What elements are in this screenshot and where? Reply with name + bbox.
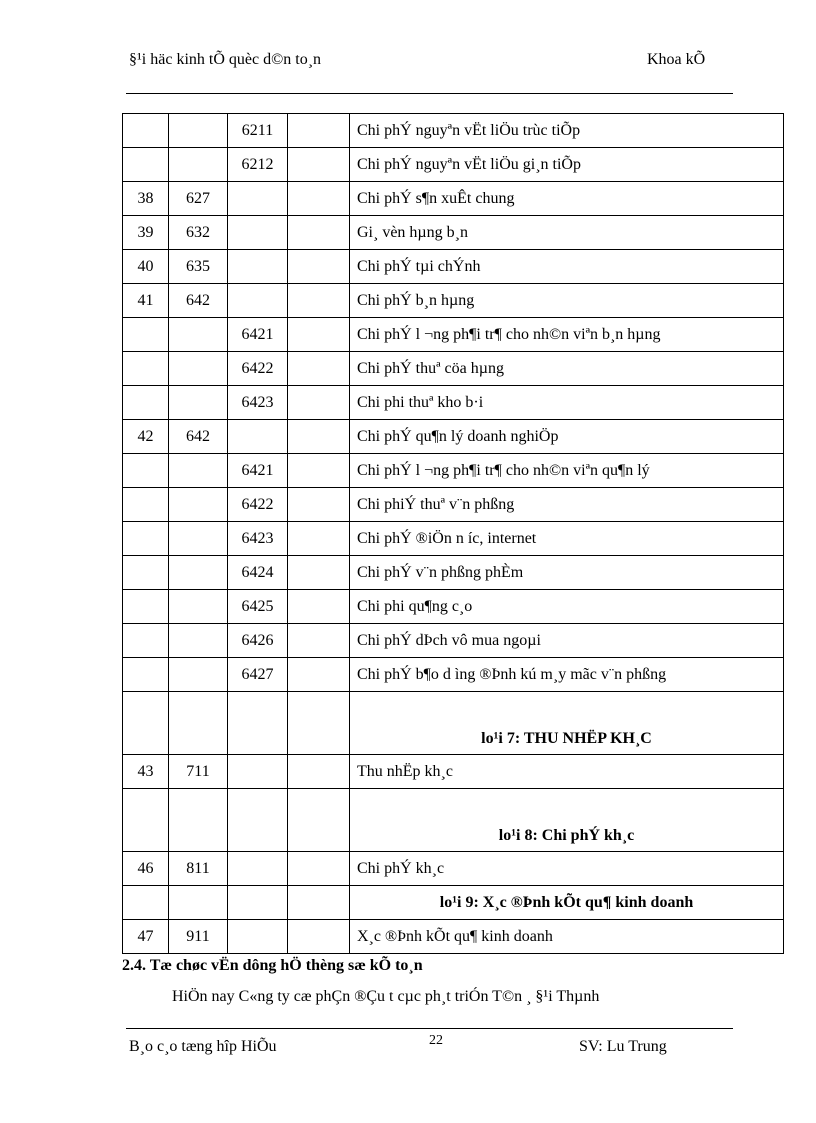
account-level2-cell bbox=[228, 920, 288, 954]
account-level2-cell: 6424 bbox=[228, 556, 288, 590]
row-number-cell: 38 bbox=[123, 182, 169, 216]
account-level2-cell: 6211 bbox=[228, 114, 288, 148]
account-level1-cell bbox=[169, 386, 228, 420]
account-level1-cell bbox=[169, 658, 228, 692]
account-level1-cell bbox=[169, 624, 228, 658]
row-number-cell bbox=[123, 488, 169, 522]
account-level1-cell bbox=[169, 352, 228, 386]
row-number-cell bbox=[123, 590, 169, 624]
account-name-cell: Chi phÝ qu¶n lý doanh nghiÖp bbox=[350, 420, 784, 454]
header-left-title: §¹i häc kinh tÕ quèc d©n to¸n bbox=[129, 51, 322, 68]
account-level2-cell bbox=[228, 755, 288, 789]
blank-cell bbox=[288, 114, 350, 148]
account-name-cell: Chi phÝ v¨n phßng phÈm bbox=[350, 556, 784, 590]
account-name-cell: Chi phi thuª kho b·i bbox=[350, 386, 784, 420]
row-number-cell bbox=[123, 352, 169, 386]
account-name-cell: Chi phÝ nguyªn vËt liÖu gi¸n tiÕp bbox=[350, 148, 784, 182]
account-level2-cell bbox=[228, 692, 288, 755]
account-level1-cell bbox=[169, 590, 228, 624]
account-level2-cell: 6425 bbox=[228, 590, 288, 624]
blank-cell bbox=[288, 852, 350, 886]
row-number-cell: 47 bbox=[123, 920, 169, 954]
account-level1-cell: 627 bbox=[169, 182, 228, 216]
table-row bbox=[123, 114, 784, 148]
account-level1-cell bbox=[169, 522, 228, 556]
footer-right: SV: Lu Trung bbox=[579, 1038, 667, 1055]
row-number-cell: 40 bbox=[123, 250, 169, 284]
row-number-cell bbox=[123, 692, 169, 755]
table-row bbox=[123, 488, 784, 522]
table-row bbox=[123, 920, 784, 954]
account-level1-cell bbox=[169, 789, 228, 852]
account-level2-cell bbox=[228, 852, 288, 886]
account-level1-cell: 711 bbox=[169, 755, 228, 789]
account-name-cell: Gi¸ vèn hµng b¸n bbox=[350, 216, 784, 250]
accounts-table bbox=[122, 113, 784, 954]
table-row bbox=[123, 522, 784, 556]
row-number-cell bbox=[123, 454, 169, 488]
page-number: 22 bbox=[429, 1033, 443, 1048]
blank-cell bbox=[288, 182, 350, 216]
table-row bbox=[123, 852, 784, 886]
account-level2-cell: 6426 bbox=[228, 624, 288, 658]
account-level2-cell bbox=[228, 216, 288, 250]
account-name-cell: Thu nhËp kh¸c bbox=[350, 755, 784, 789]
row-number-cell: 42 bbox=[123, 420, 169, 454]
blank-cell bbox=[288, 920, 350, 954]
account-level1-cell bbox=[169, 148, 228, 182]
table-row bbox=[123, 692, 784, 755]
row-number-cell bbox=[123, 114, 169, 148]
row-number-cell bbox=[123, 148, 169, 182]
account-level1-cell bbox=[169, 886, 228, 920]
blank-cell bbox=[288, 590, 350, 624]
table-row bbox=[123, 216, 784, 250]
account-level1-cell: 642 bbox=[169, 420, 228, 454]
table-row bbox=[123, 886, 784, 920]
account-level2-cell: 6427 bbox=[228, 658, 288, 692]
blank-cell bbox=[288, 284, 350, 318]
account-level2-cell bbox=[228, 886, 288, 920]
row-number-cell bbox=[123, 386, 169, 420]
blank-cell bbox=[288, 624, 350, 658]
footer-left: B¸o c¸o tæng hîp HiÕu bbox=[129, 1038, 277, 1055]
account-name-cell: Chi phÝ l ¬ng ph¶i tr¶ cho nh©n viªn qu¶n lý bbox=[350, 454, 784, 488]
row-number-cell bbox=[123, 886, 169, 920]
account-level2-cell bbox=[228, 789, 288, 852]
account-level2-cell: 6422 bbox=[228, 352, 288, 386]
account-level1-cell bbox=[169, 114, 228, 148]
blank-cell bbox=[288, 318, 350, 352]
account-name-cell: lo¹i 9: X¸c ®Þnh kÕt qu¶ kinh doanh bbox=[350, 886, 784, 920]
blank-cell bbox=[288, 420, 350, 454]
blank-cell bbox=[288, 522, 350, 556]
account-name-cell: Chi phÝ l ¬ng ph¶i tr¶ cho nh©n viªn b¸n hµng bbox=[350, 318, 784, 352]
blank-cell bbox=[288, 658, 350, 692]
blank-cell bbox=[288, 556, 350, 590]
blank-cell bbox=[288, 454, 350, 488]
account-level2-cell bbox=[228, 250, 288, 284]
table-row bbox=[123, 250, 784, 284]
table-row bbox=[123, 420, 784, 454]
account-name-cell: X¸c ®Þnh kÕt qu¶ kinh doanh bbox=[350, 920, 784, 954]
table-row bbox=[123, 624, 784, 658]
account-level1-cell: 632 bbox=[169, 216, 228, 250]
table-row bbox=[123, 318, 784, 352]
section-paragraph: HiÖn nay C«ng ty cæ phÇn ®Çu t cµc ph¸t triÓn T©n ¸ §¹i Thµnh bbox=[172, 988, 600, 1005]
table-row bbox=[123, 755, 784, 789]
table-row bbox=[123, 590, 784, 624]
account-name-cell: Chi phÝ s¶n xuÊt chung bbox=[350, 182, 784, 216]
account-level2-cell: 6423 bbox=[228, 522, 288, 556]
row-number-cell bbox=[123, 658, 169, 692]
account-level1-cell: 642 bbox=[169, 284, 228, 318]
header-rule bbox=[126, 93, 733, 94]
blank-cell bbox=[288, 386, 350, 420]
account-name-cell: Chi phÝ tµi chÝnh bbox=[350, 250, 784, 284]
account-name-cell: Chi phÝ kh¸c bbox=[350, 852, 784, 886]
table-row bbox=[123, 352, 784, 386]
row-number-cell bbox=[123, 624, 169, 658]
account-name-cell: Chi phÝ dÞch vô mua ngoµi bbox=[350, 624, 784, 658]
row-number-cell bbox=[123, 556, 169, 590]
row-number-cell: 41 bbox=[123, 284, 169, 318]
account-level1-cell bbox=[169, 454, 228, 488]
blank-cell bbox=[288, 250, 350, 284]
account-name-cell: Chi phi qu¶ng c¸o bbox=[350, 590, 784, 624]
blank-cell bbox=[288, 148, 350, 182]
blank-cell bbox=[288, 216, 350, 250]
blank-cell bbox=[288, 488, 350, 522]
account-level2-cell: 6422 bbox=[228, 488, 288, 522]
account-level1-cell bbox=[169, 488, 228, 522]
table-row bbox=[123, 454, 784, 488]
account-name-cell: Chi phÝ ®iÖn n íc, internet bbox=[350, 522, 784, 556]
table-row bbox=[123, 182, 784, 216]
section-title: 2.4. Tæ chøc vËn dông hÖ thèng sæ kÕ to¸n bbox=[122, 957, 423, 974]
row-number-cell: 43 bbox=[123, 755, 169, 789]
blank-cell bbox=[288, 886, 350, 920]
row-number-cell bbox=[123, 789, 169, 852]
row-number-cell bbox=[123, 318, 169, 352]
account-level1-cell: 635 bbox=[169, 250, 228, 284]
account-name-cell: Chi phÝ b¶o d ìng ®Þnh kú m¸y mãc v¨n phßng bbox=[350, 658, 784, 692]
table-row bbox=[123, 556, 784, 590]
account-level2-cell bbox=[228, 182, 288, 216]
row-number-cell: 39 bbox=[123, 216, 169, 250]
table-row bbox=[123, 148, 784, 182]
table-row bbox=[123, 789, 784, 852]
blank-cell bbox=[288, 352, 350, 386]
account-level2-cell: 6421 bbox=[228, 318, 288, 352]
account-name-cell: lo¹i 8: Chi phÝ kh¸c bbox=[350, 789, 784, 852]
table-row bbox=[123, 386, 784, 420]
account-level1-cell bbox=[169, 556, 228, 590]
blank-cell bbox=[288, 692, 350, 755]
footer-rule bbox=[126, 1028, 733, 1029]
account-name-cell: Chi phÝ b¸n hµng bbox=[350, 284, 784, 318]
account-level1-cell: 911 bbox=[169, 920, 228, 954]
account-level2-cell: 6421 bbox=[228, 454, 288, 488]
table-row bbox=[123, 284, 784, 318]
table-row bbox=[123, 658, 784, 692]
account-level1-cell bbox=[169, 692, 228, 755]
account-level1-cell: 811 bbox=[169, 852, 228, 886]
account-level2-cell: 6423 bbox=[228, 386, 288, 420]
account-name-cell: Chi phiÝ thuª v¨n phßng bbox=[350, 488, 784, 522]
account-level2-cell: 6212 bbox=[228, 148, 288, 182]
account-level1-cell bbox=[169, 318, 228, 352]
account-level2-cell bbox=[228, 420, 288, 454]
account-level2-cell bbox=[228, 284, 288, 318]
row-number-cell bbox=[123, 522, 169, 556]
header-right-title: Khoa kÕ bbox=[647, 51, 706, 68]
account-name-cell: lo¹i 7: THU NHËP KH¸C bbox=[350, 692, 784, 755]
account-name-cell: Chi phÝ thuª cöa hµng bbox=[350, 352, 784, 386]
blank-cell bbox=[288, 789, 350, 852]
blank-cell bbox=[288, 755, 350, 789]
account-name-cell: Chi phÝ nguyªn vËt liÖu trùc tiÕp bbox=[350, 114, 784, 148]
row-number-cell: 46 bbox=[123, 852, 169, 886]
